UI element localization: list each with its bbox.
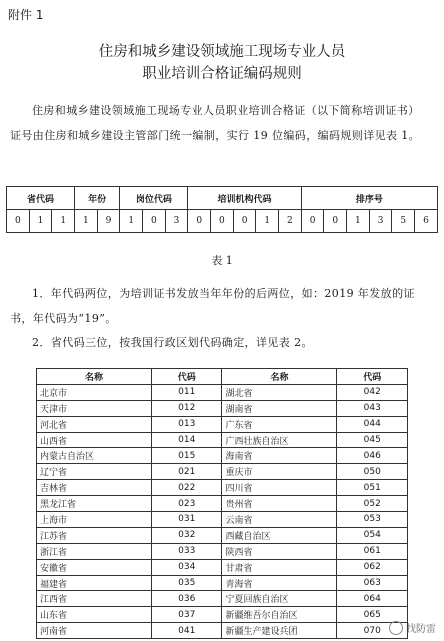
code-digit-cell: 0 [324, 210, 347, 233]
table-row [37, 512, 408, 528]
province-code-cell: 046 [337, 448, 408, 464]
province-code-cell: 065 [337, 607, 408, 623]
table-row [37, 432, 408, 448]
province-code-cell: 031 [152, 512, 222, 528]
province-code-cell: 052 [337, 496, 408, 512]
province-name-cell: 重庆市 [222, 464, 337, 480]
province-name-cell: 安徽省 [37, 559, 152, 575]
table-row [37, 496, 408, 512]
province-name-cell: 贵州省 [222, 496, 337, 512]
header-code: 代码 [337, 369, 408, 385]
province-name-cell: 山西省 [37, 432, 152, 448]
code-digit-cell: 0 [143, 210, 166, 233]
header-year: 年份 [75, 187, 120, 210]
province-code-cell: 042 [337, 384, 408, 400]
province-name-cell: 甘肃省 [222, 559, 337, 575]
table-caption: 表 1 [211, 254, 233, 267]
province-code-cell: 014 [152, 432, 222, 448]
table-row [37, 384, 408, 400]
table-row [37, 575, 408, 591]
province-code-cell: 034 [152, 559, 222, 575]
province-name-cell: 湖南省 [222, 400, 337, 416]
code-digit-cell: 2 [279, 210, 302, 233]
province-code-cell: 033 [152, 543, 222, 559]
province-name-cell: 江西省 [37, 591, 152, 607]
table-row [37, 527, 408, 543]
code-digit-cell: 0 [233, 210, 256, 233]
doc-title-line1: 住房和城乡建设领域施工现场专业人员 [98, 44, 346, 60]
header-name: 名称 [222, 369, 337, 385]
province-name-cell: 黑龙江省 [37, 496, 152, 512]
code-digit-cell: 0 [301, 210, 324, 233]
province-name-cell: 河南省 [37, 623, 152, 639]
province-code-cell: 032 [152, 527, 222, 543]
province-name-cell: 新疆生产建设兵团 [222, 623, 337, 639]
province-code-cell: 021 [152, 464, 222, 480]
province-name-cell: 新疆维吾尔自治区 [222, 607, 337, 623]
province-name-cell: 福建省 [37, 575, 152, 591]
province-name-cell: 山东省 [37, 607, 152, 623]
table-row [37, 416, 408, 432]
code-digit-cell: 1 [52, 210, 75, 233]
province-code-cell: 035 [152, 575, 222, 591]
table-row [37, 480, 408, 496]
intro-paragraph: 住房和城乡建设领域施工现场专业人员职业培训合格证（以下简称培训证书）证号由住房和城乡建设主管部门统一编制，实行 19 位编码，编码规则详见表 1。 [10, 104, 421, 142]
province-code-cell: 037 [152, 607, 222, 623]
code-digit-cell: 0 [7, 210, 30, 233]
province-name-cell: 广东省 [222, 416, 337, 432]
province-code-cell: 050 [337, 464, 408, 480]
header-institution-code: 培训机构代码 [188, 187, 301, 210]
code-digit-cell: 9 [97, 210, 120, 233]
province-code-table [36, 368, 408, 639]
province-code-cell: 053 [337, 512, 408, 528]
province-code-cell: 062 [337, 559, 408, 575]
table-row [37, 464, 408, 480]
code-digit-cell: 3 [165, 210, 188, 233]
province-name-cell: 青海省 [222, 575, 337, 591]
code-digit-cell: 1 [347, 210, 370, 233]
header-serial-number: 排序号 [301, 187, 437, 210]
province-code-cell: 043 [337, 400, 408, 416]
province-code-cell: 012 [152, 400, 222, 416]
province-name-cell: 辽宁省 [37, 464, 152, 480]
watermark-text: 找防雷 [406, 624, 436, 635]
province-code-cell: 022 [152, 480, 222, 496]
table-row [37, 543, 408, 559]
province-name-cell: 陕西省 [222, 543, 337, 559]
table-row [37, 623, 408, 639]
code-digit-cell: 3 [369, 210, 392, 233]
watermark [389, 620, 436, 635]
code-digit-cell: 0 [211, 210, 234, 233]
header-post-code: 岗位代码 [120, 187, 188, 210]
code-digit-cell: 5 [392, 210, 415, 233]
province-name-cell: 浙江省 [37, 543, 152, 559]
table-row [37, 559, 408, 575]
province-name-cell: 上海市 [37, 512, 152, 528]
province-code-cell: 011 [152, 384, 222, 400]
table-row [37, 591, 408, 607]
code-table-header-row [7, 187, 438, 210]
province-name-cell: 广西壮族自治区 [222, 432, 337, 448]
province-name-cell: 海南省 [222, 448, 337, 464]
wechat-icon [389, 621, 403, 635]
table-row [37, 607, 408, 623]
province-code-cell: 036 [152, 591, 222, 607]
annex-label: 附件 1 [8, 8, 44, 22]
province-name-cell: 吉林省 [37, 480, 152, 496]
doc-title-line2: 职业培训合格证编码规则 [142, 66, 302, 82]
province-code-cell: 045 [337, 432, 408, 448]
province-code-cell: 063 [337, 575, 408, 591]
province-code-cell: 054 [337, 527, 408, 543]
province-code-cell: 051 [337, 480, 408, 496]
province-name-cell: 河北省 [37, 416, 152, 432]
province-code-cell: 044 [337, 416, 408, 432]
province-name-cell: 内蒙古自治区 [37, 448, 152, 464]
code-digit-cell: 1 [29, 210, 52, 233]
province-name-cell: 北京市 [37, 384, 152, 400]
province-name-cell: 宁夏回族自治区 [222, 591, 337, 607]
code-digit-cell: 1 [120, 210, 143, 233]
code-digit-row [7, 210, 438, 233]
table-row [37, 448, 408, 464]
province-code-cell: 013 [152, 416, 222, 432]
province-table-header-row [37, 369, 408, 385]
province-code-cell: 064 [337, 591, 408, 607]
code-digit-cell: 1 [75, 210, 98, 233]
province-code-cell: 015 [152, 448, 222, 464]
province-code-cell: 023 [152, 496, 222, 512]
header-province-code: 省代码 [7, 187, 75, 210]
table-row [37, 400, 408, 416]
province-code-cell: 041 [152, 623, 222, 639]
code-digit-cell: 1 [256, 210, 279, 233]
code-digit-cell: 0 [188, 210, 211, 233]
province-code-cell: 061 [337, 543, 408, 559]
header-name: 名称 [37, 369, 152, 385]
province-name-cell: 西藏自治区 [222, 527, 337, 543]
province-name-cell: 云南省 [222, 512, 337, 528]
province-name-cell: 江苏省 [37, 527, 152, 543]
code-digit-cell: 6 [415, 210, 438, 233]
code-structure-table [6, 186, 438, 233]
rule-year-code: 1．年代码两位，为培训证书发放当年年份的后两位，如：2019 年发放的证书，年代码为“19”。 [10, 287, 415, 325]
header-code: 代码 [152, 369, 222, 385]
rule-province-code: 2．省代码三位，按我国行政区划代码确定，详见表 2。 [32, 336, 313, 349]
province-name-cell: 湖北省 [222, 384, 337, 400]
province-name-cell: 四川省 [222, 480, 337, 496]
province-code-cell: 070 [337, 623, 408, 639]
province-name-cell: 天津市 [37, 400, 152, 416]
